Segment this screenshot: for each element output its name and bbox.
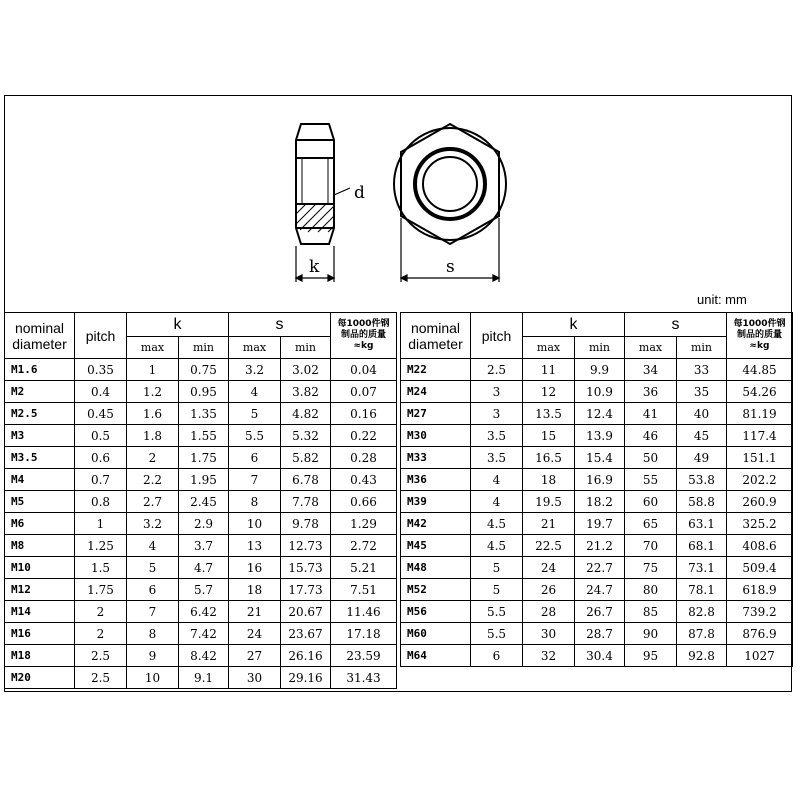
cell-k-max: 32 — [523, 645, 575, 667]
cell-s-max: 18 — [229, 579, 281, 601]
cell-k-max: 10 — [127, 667, 179, 689]
cell-pitch: 3.5 — [471, 425, 523, 447]
cell-pitch: 2.5 — [75, 645, 127, 667]
cell-s-max: 85 — [625, 601, 677, 623]
table-row — [401, 381, 793, 403]
cell-k-min: 9.9 — [575, 359, 625, 381]
cell-k-max: 30 — [523, 623, 575, 645]
cell-size: M4 — [5, 469, 75, 491]
header-nominal-diameter: nominal diameter — [5, 313, 75, 359]
cell-mass: 876.9 — [727, 623, 793, 645]
cell-k-max: 26 — [523, 579, 575, 601]
cell-s-max: 7 — [229, 469, 281, 491]
cell-s-max: 10 — [229, 513, 281, 535]
cell-k-min: 0.75 — [179, 359, 229, 381]
cell-size: M8 — [5, 535, 75, 557]
cell-k-max: 13.5 — [523, 403, 575, 425]
cell-pitch: 2.5 — [75, 667, 127, 689]
cell-mass: 260.9 — [727, 491, 793, 513]
cell-size: M2.5 — [5, 403, 75, 425]
cell-mass: 31.43 — [331, 667, 397, 689]
cell-pitch: 2.5 — [471, 359, 523, 381]
cell-pitch: 3 — [471, 403, 523, 425]
spec-table-left — [4, 312, 397, 689]
cell-k-max: 8 — [127, 623, 179, 645]
cell-size: M52 — [401, 579, 471, 601]
header-mass: 每1000件钢 制品的质量 ≈kg — [727, 313, 793, 359]
cell-pitch: 4.5 — [471, 513, 523, 535]
table-row — [5, 403, 397, 425]
cell-k-max: 11 — [523, 359, 575, 381]
cell-k-min: 8.42 — [179, 645, 229, 667]
cell-k-min: 1.75 — [179, 447, 229, 469]
cell-k-max: 4 — [127, 535, 179, 557]
cell-s-min: 6.78 — [281, 469, 331, 491]
cell-mass: 325.2 — [727, 513, 793, 535]
header-k-max: max — [523, 337, 575, 359]
table-row — [401, 513, 793, 535]
label-d: d — [354, 183, 365, 203]
header-s-max: max — [229, 337, 281, 359]
cell-size: M20 — [5, 667, 75, 689]
cell-s-min: 45 — [677, 425, 727, 447]
cell-size: M24 — [401, 381, 471, 403]
cell-k-min: 13.9 — [575, 425, 625, 447]
cell-size: M60 — [401, 623, 471, 645]
cell-pitch: 1.25 — [75, 535, 127, 557]
cell-s-max: 70 — [625, 535, 677, 557]
table-row — [401, 557, 793, 579]
cell-mass: 117.4 — [727, 425, 793, 447]
cell-k-min: 15.4 — [575, 447, 625, 469]
header-s: s — [625, 313, 727, 337]
cell-pitch: 3.5 — [471, 447, 523, 469]
cell-pitch: 5 — [471, 579, 523, 601]
cell-s-min: 4.82 — [281, 403, 331, 425]
cell-pitch: 5 — [471, 557, 523, 579]
cell-k-max: 2 — [127, 447, 179, 469]
header-k-min: min — [575, 337, 625, 359]
cell-k-max: 15 — [523, 425, 575, 447]
cell-k-max: 2.7 — [127, 491, 179, 513]
table-row — [5, 469, 397, 491]
cell-k-min: 1.35 — [179, 403, 229, 425]
cell-size: M3.5 — [5, 447, 75, 469]
table-row — [401, 447, 793, 469]
cell-s-min: 9.78 — [281, 513, 331, 535]
cell-s-max: 8 — [229, 491, 281, 513]
cell-mass: 0.43 — [331, 469, 397, 491]
cell-size: M30 — [401, 425, 471, 447]
cell-k-max: 1.2 — [127, 381, 179, 403]
cell-size: M6 — [5, 513, 75, 535]
cell-pitch: 1.5 — [75, 557, 127, 579]
cell-k-min: 22.7 — [575, 557, 625, 579]
cell-s-min: 33 — [677, 359, 727, 381]
header-pitch: pitch — [75, 313, 127, 359]
header-s: s — [229, 313, 331, 337]
cell-s-max: 34 — [625, 359, 677, 381]
table-row — [401, 403, 793, 425]
table-row — [401, 579, 793, 601]
cell-mass: 0.28 — [331, 447, 397, 469]
table-row — [401, 469, 793, 491]
cell-s-min: 15.73 — [281, 557, 331, 579]
cell-k-max: 24 — [523, 557, 575, 579]
cell-size: M64 — [401, 645, 471, 667]
cell-size: M48 — [401, 557, 471, 579]
cell-s-min: 82.8 — [677, 601, 727, 623]
cell-k-max: 1 — [127, 359, 179, 381]
cell-pitch: 1 — [75, 513, 127, 535]
cell-s-min: 53.8 — [677, 469, 727, 491]
cell-mass: 81.19 — [727, 403, 793, 425]
cell-k-max: 1.8 — [127, 425, 179, 447]
cell-pitch: 1.75 — [75, 579, 127, 601]
cell-s-min: 12.73 — [281, 535, 331, 557]
cell-s-min: 78.1 — [677, 579, 727, 601]
cell-k-min: 0.95 — [179, 381, 229, 403]
cell-s-min: 7.78 — [281, 491, 331, 513]
table-row — [401, 623, 793, 645]
unit-label: unit: mm — [697, 292, 747, 307]
cell-s-min: 63.1 — [677, 513, 727, 535]
cell-s-max: 13 — [229, 535, 281, 557]
cell-k-max: 2.2 — [127, 469, 179, 491]
cell-s-max: 5 — [229, 403, 281, 425]
cell-k-min: 9.1 — [179, 667, 229, 689]
cell-mass: 1027 — [727, 645, 793, 667]
cell-size: M27 — [401, 403, 471, 425]
table-row — [5, 535, 397, 557]
cell-k-min: 26.7 — [575, 601, 625, 623]
cell-size: M10 — [5, 557, 75, 579]
cell-k-max: 12 — [523, 381, 575, 403]
header-k: k — [127, 313, 229, 337]
cell-s-max: 30 — [229, 667, 281, 689]
cell-pitch: 0.7 — [75, 469, 127, 491]
cell-k-min: 1.55 — [179, 425, 229, 447]
d-leader — [334, 188, 350, 195]
header-s-max: max — [625, 337, 677, 359]
label-k: k — [309, 257, 320, 277]
cell-k-max: 6 — [127, 579, 179, 601]
cell-s-max: 41 — [625, 403, 677, 425]
cell-k-min: 21.2 — [575, 535, 625, 557]
cell-mass: 509.4 — [727, 557, 793, 579]
cell-pitch: 3 — [471, 381, 523, 403]
spec-table-left-body — [5, 359, 397, 689]
cell-mass: 5.21 — [331, 557, 397, 579]
cell-mass: 618.9 — [727, 579, 793, 601]
cell-s-min: 73.1 — [677, 557, 727, 579]
cell-mass: 0.66 — [331, 491, 397, 513]
cell-s-max: 5.5 — [229, 425, 281, 447]
cell-k-max: 9 — [127, 645, 179, 667]
header-k: k — [523, 313, 625, 337]
cell-size: M33 — [401, 447, 471, 469]
table-row — [5, 579, 397, 601]
cell-s-max: 55 — [625, 469, 677, 491]
header-mass: 每1000件钢 制品的质量 ≈kg — [331, 313, 397, 359]
cell-s-min: 35 — [677, 381, 727, 403]
cell-mass: 11.46 — [331, 601, 397, 623]
cell-s-max: 60 — [625, 491, 677, 513]
cell-mass: 0.16 — [331, 403, 397, 425]
top-view — [394, 124, 506, 244]
cell-k-min: 6.42 — [179, 601, 229, 623]
table-row — [5, 623, 397, 645]
cell-k-min: 7.42 — [179, 623, 229, 645]
cell-s-max: 46 — [625, 425, 677, 447]
table-row — [401, 645, 793, 667]
table-row — [5, 513, 397, 535]
cell-pitch: 4.5 — [471, 535, 523, 557]
hex-nut-drawing — [270, 110, 530, 290]
cell-mass: 23.59 — [331, 645, 397, 667]
table-row — [5, 381, 397, 403]
cell-mass: 151.1 — [727, 447, 793, 469]
table-row — [401, 425, 793, 447]
cell-pitch: 0.4 — [75, 381, 127, 403]
table-row — [401, 491, 793, 513]
cell-k-max: 22.5 — [523, 535, 575, 557]
table-row — [5, 601, 397, 623]
cell-k-min: 2.9 — [179, 513, 229, 535]
spec-table-right — [400, 312, 793, 667]
cell-k-max: 3.2 — [127, 513, 179, 535]
cell-s-max: 16 — [229, 557, 281, 579]
cell-size: M14 — [5, 601, 75, 623]
cell-mass: 7.51 — [331, 579, 397, 601]
cell-s-min: 87.8 — [677, 623, 727, 645]
cell-size: M5 — [5, 491, 75, 513]
side-view — [296, 124, 334, 244]
header-s-min: min — [281, 337, 331, 359]
header-k-max: max — [127, 337, 179, 359]
cell-s-min: 92.8 — [677, 645, 727, 667]
table-row — [401, 359, 793, 381]
cell-mass: 739.2 — [727, 601, 793, 623]
cell-s-max: 3.2 — [229, 359, 281, 381]
cell-k-min: 2.45 — [179, 491, 229, 513]
cell-mass: 2.72 — [331, 535, 397, 557]
cell-k-max: 19.5 — [523, 491, 575, 513]
cell-size: M36 — [401, 469, 471, 491]
cell-size: M3 — [5, 425, 75, 447]
cell-size: M12 — [5, 579, 75, 601]
cell-s-max: 21 — [229, 601, 281, 623]
cell-s-min: 49 — [677, 447, 727, 469]
cell-k-min: 3.7 — [179, 535, 229, 557]
cell-k-max: 7 — [127, 601, 179, 623]
table-row — [401, 535, 793, 557]
cell-k-min: 10.9 — [575, 381, 625, 403]
cell-s-max: 75 — [625, 557, 677, 579]
cell-s-min: 3.82 — [281, 381, 331, 403]
cell-s-min: 26.16 — [281, 645, 331, 667]
cell-pitch: 4 — [471, 491, 523, 513]
cell-k-max: 18 — [523, 469, 575, 491]
header-nominal-diameter: nominal diameter — [401, 313, 471, 359]
cell-mass: 0.07 — [331, 381, 397, 403]
cell-k-min: 1.95 — [179, 469, 229, 491]
cell-pitch: 0.45 — [75, 403, 127, 425]
cell-size: M1.6 — [5, 359, 75, 381]
cell-k-min: 16.9 — [575, 469, 625, 491]
cell-size: M39 — [401, 491, 471, 513]
cell-s-max: 80 — [625, 579, 677, 601]
table-row — [5, 557, 397, 579]
cell-pitch: 0.6 — [75, 447, 127, 469]
cell-size: M16 — [5, 623, 75, 645]
cell-mass: 54.26 — [727, 381, 793, 403]
cell-k-min: 19.7 — [575, 513, 625, 535]
table-row — [5, 645, 397, 667]
cell-mass: 0.22 — [331, 425, 397, 447]
table-row — [5, 491, 397, 513]
cell-size: M2 — [5, 381, 75, 403]
cell-s-min: 5.82 — [281, 447, 331, 469]
cell-s-max: 6 — [229, 447, 281, 469]
cell-s-max: 24 — [229, 623, 281, 645]
spec-table-right-body — [401, 359, 793, 667]
cell-k-min: 4.7 — [179, 557, 229, 579]
cell-mass: 0.04 — [331, 359, 397, 381]
cell-k-min: 12.4 — [575, 403, 625, 425]
cell-k-max: 28 — [523, 601, 575, 623]
cell-pitch: 0.35 — [75, 359, 127, 381]
cell-s-max: 90 — [625, 623, 677, 645]
cell-pitch: 2 — [75, 601, 127, 623]
label-s: s — [446, 257, 455, 277]
table-row — [5, 359, 397, 381]
cell-s-min: 58.8 — [677, 491, 727, 513]
cell-s-max: 95 — [625, 645, 677, 667]
cell-pitch: 0.8 — [75, 491, 127, 513]
cell-k-min: 24.7 — [575, 579, 625, 601]
cell-s-min: 5.32 — [281, 425, 331, 447]
cell-s-min: 17.73 — [281, 579, 331, 601]
cell-s-min: 29.16 — [281, 667, 331, 689]
cell-mass: 408.6 — [727, 535, 793, 557]
table-row — [401, 601, 793, 623]
cell-s-max: 4 — [229, 381, 281, 403]
cell-k-max: 16.5 — [523, 447, 575, 469]
cell-size: M42 — [401, 513, 471, 535]
cell-k-min: 18.2 — [575, 491, 625, 513]
cell-pitch: 4 — [471, 469, 523, 491]
cell-s-max: 50 — [625, 447, 677, 469]
table-row — [5, 667, 397, 689]
cell-k-min: 28.7 — [575, 623, 625, 645]
cell-s-min: 3.02 — [281, 359, 331, 381]
table-row — [5, 425, 397, 447]
cell-k-min: 5.7 — [179, 579, 229, 601]
cell-s-max: 27 — [229, 645, 281, 667]
cell-pitch: 5.5 — [471, 601, 523, 623]
cell-pitch: 6 — [471, 645, 523, 667]
cell-pitch: 0.5 — [75, 425, 127, 447]
cell-s-min: 23.67 — [281, 623, 331, 645]
cell-k-max: 5 — [127, 557, 179, 579]
cell-k-max: 21 — [523, 513, 575, 535]
cell-s-min: 20.67 — [281, 601, 331, 623]
header-k-min: min — [179, 337, 229, 359]
cell-size: M56 — [401, 601, 471, 623]
cell-s-max: 65 — [625, 513, 677, 535]
cell-size: M18 — [5, 645, 75, 667]
cell-mass: 202.2 — [727, 469, 793, 491]
header-s-min: min — [677, 337, 727, 359]
cell-mass: 44.85 — [727, 359, 793, 381]
cell-s-min: 68.1 — [677, 535, 727, 557]
cell-size: M45 — [401, 535, 471, 557]
cell-mass: 1.29 — [331, 513, 397, 535]
table-row — [5, 447, 397, 469]
cell-size: M22 — [401, 359, 471, 381]
cell-k-max: 1.6 — [127, 403, 179, 425]
cell-pitch: 2 — [75, 623, 127, 645]
cell-s-max: 36 — [625, 381, 677, 403]
cell-mass: 17.18 — [331, 623, 397, 645]
header-pitch: pitch — [471, 313, 523, 359]
cell-k-min: 30.4 — [575, 645, 625, 667]
cell-s-min: 40 — [677, 403, 727, 425]
cell-pitch: 5.5 — [471, 623, 523, 645]
